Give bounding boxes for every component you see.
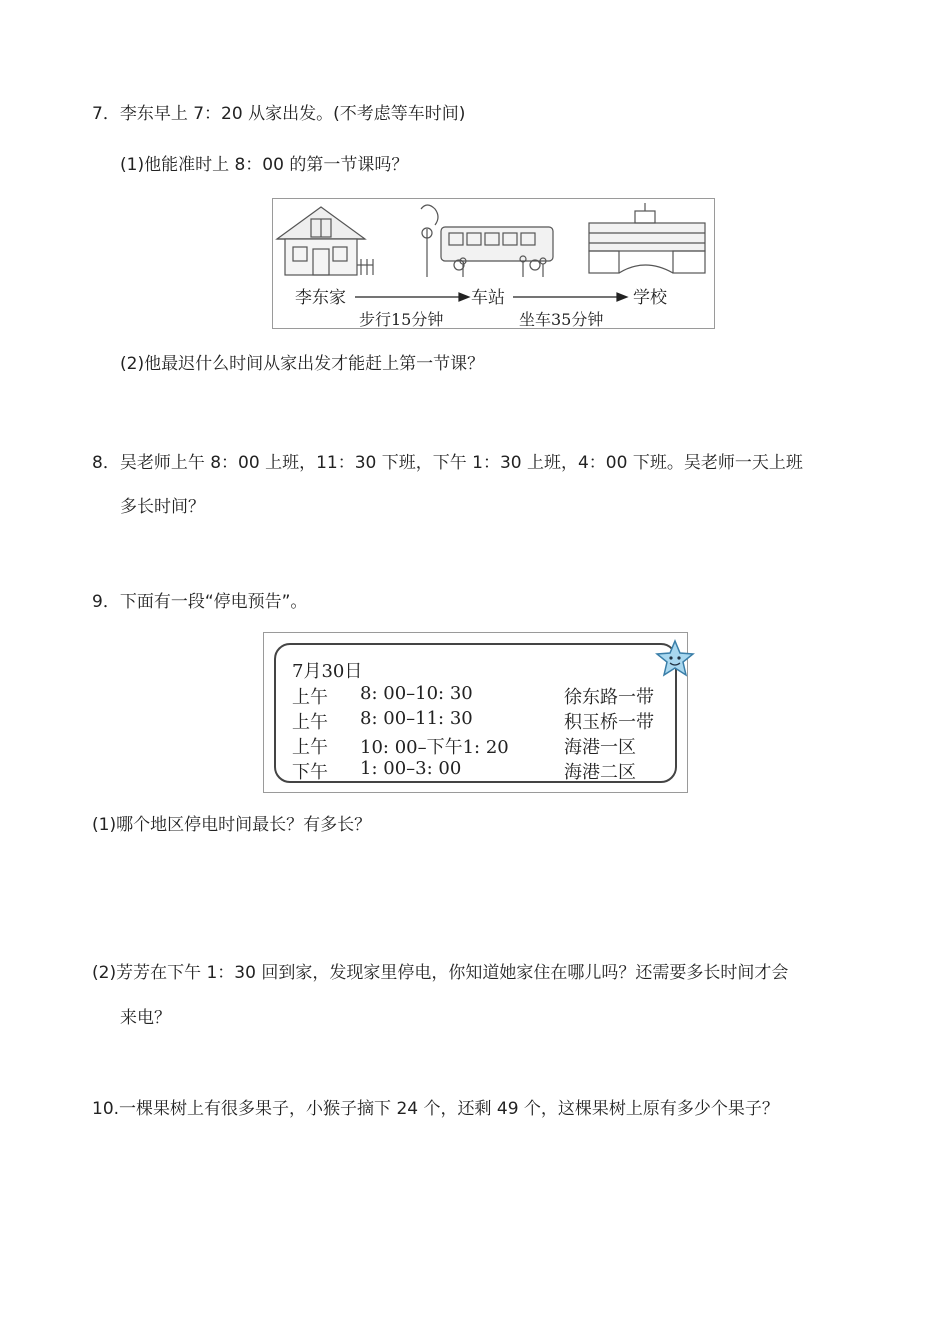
notice-row-area: 徐东路一带 <box>564 687 654 708</box>
q9-sub2-line1: (2)芳芳在下午 1：30 回到家，发现家里停电，你知道她家住在哪儿吗？还需要多长时间才会 <box>92 963 789 983</box>
q10-stem: 10.一棵果树上有很多果子，小猴子摘下 24 个，还剩 49 个，这棵果树上原有多少个果子？ <box>92 1099 779 1119</box>
notice-frame <box>274 643 677 783</box>
q9-sub2-line2: 来电？ <box>120 1008 171 1028</box>
q7-sub1: (1)他能准时上 8：00 的第一节课吗？ <box>120 155 409 175</box>
notice-row-period: 上午 <box>292 712 328 733</box>
star-icon <box>654 639 696 679</box>
q9-sub1: (1)哪个地区停电时间最长？有多长？ <box>92 815 372 835</box>
route-school-label: 学校 <box>633 288 667 308</box>
notice-row-area: 积玉桥一带 <box>564 712 654 733</box>
notice-row-period: 上午 <box>292 687 328 708</box>
power-outage-notice <box>263 632 688 793</box>
house-icon <box>277 207 373 275</box>
school-icon <box>589 203 705 273</box>
route-home-label: 李东家 <box>295 288 346 308</box>
route-drawing <box>273 199 716 330</box>
route-walk-label: 步行15分钟 <box>359 310 444 329</box>
route-illustration <box>272 198 715 329</box>
notice-row-period: 上午 <box>292 737 328 758</box>
notice-row-time: 8: 00–11: 30 <box>360 708 473 729</box>
route-bus-label: 坐车35分钟 <box>519 310 604 329</box>
notice-row-period: 下午 <box>292 762 328 783</box>
notice-row-area: 海港一区 <box>564 737 636 758</box>
q8-line1: 8．吴老师上午 8：00 上班，11：30 下班，下午 1：30 上班，4：00 下班。吴老师一天上班 <box>92 453 803 473</box>
q9-stem: 9．下面有一段“停电预告”。 <box>92 592 308 612</box>
notice-row-time: 8: 00–10: 30 <box>360 683 473 704</box>
q7-stem: 7．李东早上 7：20 从家出发。(不考虑等车时间) <box>92 104 466 124</box>
bus-stop-icon <box>421 205 553 277</box>
q8-line2: 多长时间？ <box>120 497 205 517</box>
notice-row-time: 1: 00–3: 00 <box>360 758 462 779</box>
q7-sub2: (2)他最迟什么时间从家出发才能赶上第一节课？ <box>120 354 485 374</box>
notice-date: 7月30日 <box>292 661 363 682</box>
route-station-label: 车站 <box>471 288 505 308</box>
notice-row-area: 海港二区 <box>564 762 636 783</box>
notice-row-time: 10: 00–下午1: 20 <box>360 737 509 758</box>
